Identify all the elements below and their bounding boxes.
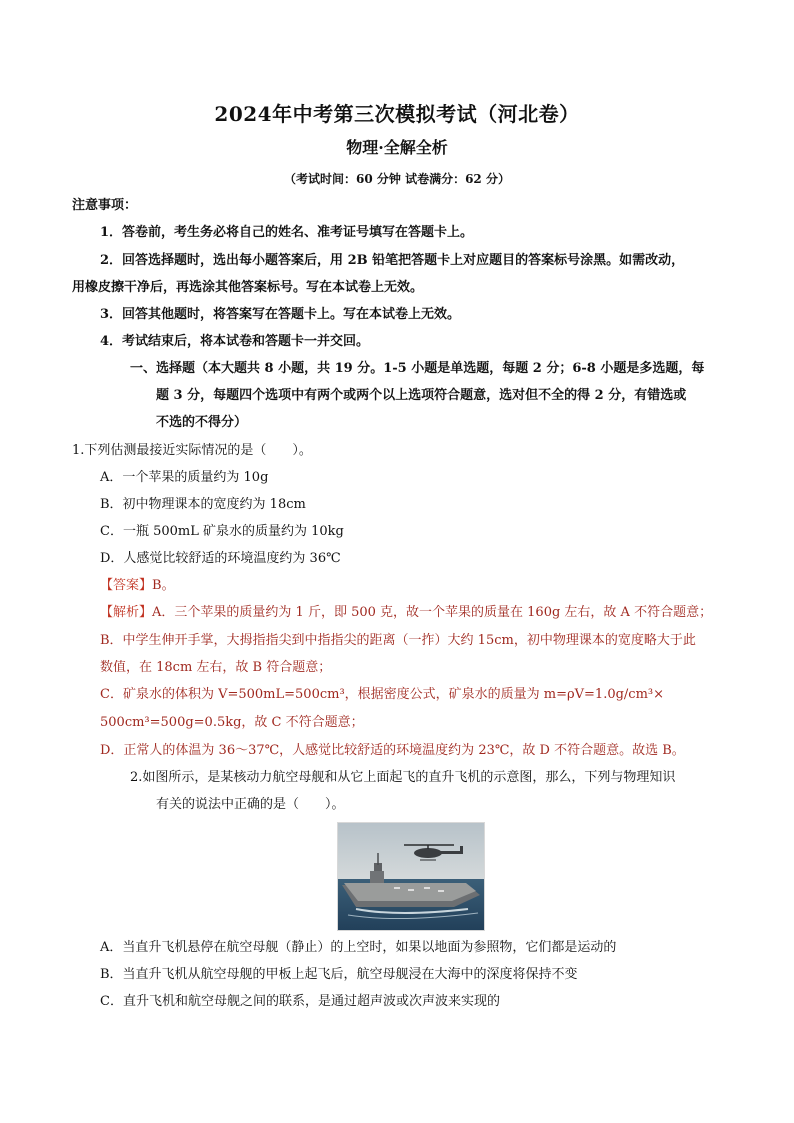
analysis-text: B．中学生伸开手掌，大拇指指尖到中指指尖的距离（一拃）大约 15cm，初中物理课本的宽度略大于此 bbox=[100, 633, 696, 648]
question-stem: 2.如图所示，是某核动力航空母舰和从它上面起飞的直升飞机的示意图，那么，下列与物理知识 bbox=[130, 770, 676, 785]
page-title: 2024年中考第三次模拟考试（河北卷） bbox=[214, 102, 580, 126]
answer-line bbox=[100, 576, 175, 596]
option-a: A．一个苹果的质量约为 10g bbox=[100, 470, 269, 485]
analysis-text: 500cm³=500g=0.5kg，故 C 不符合题意； bbox=[100, 715, 364, 730]
section-heading-cont: 题 3 分，每题四个选项中有两个或两个以上选项符合题意，选对但不全的得 2 分，有错选或 bbox=[156, 388, 687, 403]
page-subtitle: 物理·全解全析 bbox=[346, 138, 448, 157]
option-b: B．初中物理课本的宽度约为 18cm bbox=[100, 497, 306, 512]
notice-item: 用橡皮擦干净后，再选涂其他答案标号。写在本试卷上无效。 bbox=[72, 280, 424, 295]
notice-heading: 注意事项： bbox=[72, 198, 138, 213]
notice-item: 1．答卷前，考生务必将自己的姓名、准考证号填写在答题卡上。 bbox=[100, 225, 474, 240]
notice-item: 4．考试结束后，将本试卷和答题卡一并交回。 bbox=[100, 334, 370, 349]
notice-item: 2．回答选择题时，选出每小题答案后，用 2B 铅笔把答题卡上对应题目的答案标号涂黑。如需改动， bbox=[100, 253, 685, 268]
analysis-text: C．矿泉水的体积为 V=500mL=500cm³，根据密度公式，矿泉水的质量为 m=ρV=1.0g/cm³× bbox=[100, 687, 665, 702]
option-c: C．一瓶 500mL 矿泉水的质量约为 10kg bbox=[100, 524, 344, 539]
answer-value: B。 bbox=[152, 578, 175, 593]
answer-tag: 【答案】 bbox=[100, 578, 153, 593]
option-c: C．直升飞机和航空母舰之间的联系，是通过超声波或次声波来实现的 bbox=[100, 994, 500, 1009]
exam-info: （考试时间：60 分钟 试卷满分：62 分） bbox=[284, 172, 510, 186]
analysis-text: D．正常人的体温为 36～37℃，人感觉比较舒适的环境温度约为 23℃，故 D 不符合题意。故选 B。 bbox=[100, 743, 685, 758]
analysis-line bbox=[100, 603, 712, 623]
notice-item: 3．回答其他题时，将答案写在答题卡上。写在本试卷上无效。 bbox=[100, 307, 461, 322]
question-stem-cont: 有关的说法中正确的是（ ）。 bbox=[156, 797, 345, 812]
question-stem: 1.下列估测最接近实际情况的是（ ）。 bbox=[72, 443, 312, 458]
aircraft-carrier-photo bbox=[337, 822, 485, 931]
analysis-text: A．三个苹果的质量约为 1 斤，即 500 克，故一个苹果的质量在 160g 左右，故 A 不符合题意； bbox=[152, 605, 713, 620]
section-heading: 一、选择题（本大题共 8 小题，共 19 分。1-5 小题是单选题，每题 2 分；6-8 小题是多选题，每 bbox=[130, 361, 705, 376]
section-heading-cont: 不选的不得分） bbox=[156, 415, 248, 430]
option-d: D．人感觉比较舒适的环境温度约为 36℃ bbox=[100, 551, 341, 566]
analysis-tag: 【解析】 bbox=[100, 605, 153, 620]
option-b: B．当直升飞机从航空母舰的甲板上起飞后，航空母舰浸在大海中的深度将保持不变 bbox=[100, 967, 578, 982]
analysis-text: 数值，在 18cm 左右，故 B 符合题意； bbox=[100, 660, 332, 675]
option-a: A．当直升飞机悬停在航空母舰（静止）的上空时，如果以地面为参照物，它们都是运动的 bbox=[100, 940, 617, 955]
